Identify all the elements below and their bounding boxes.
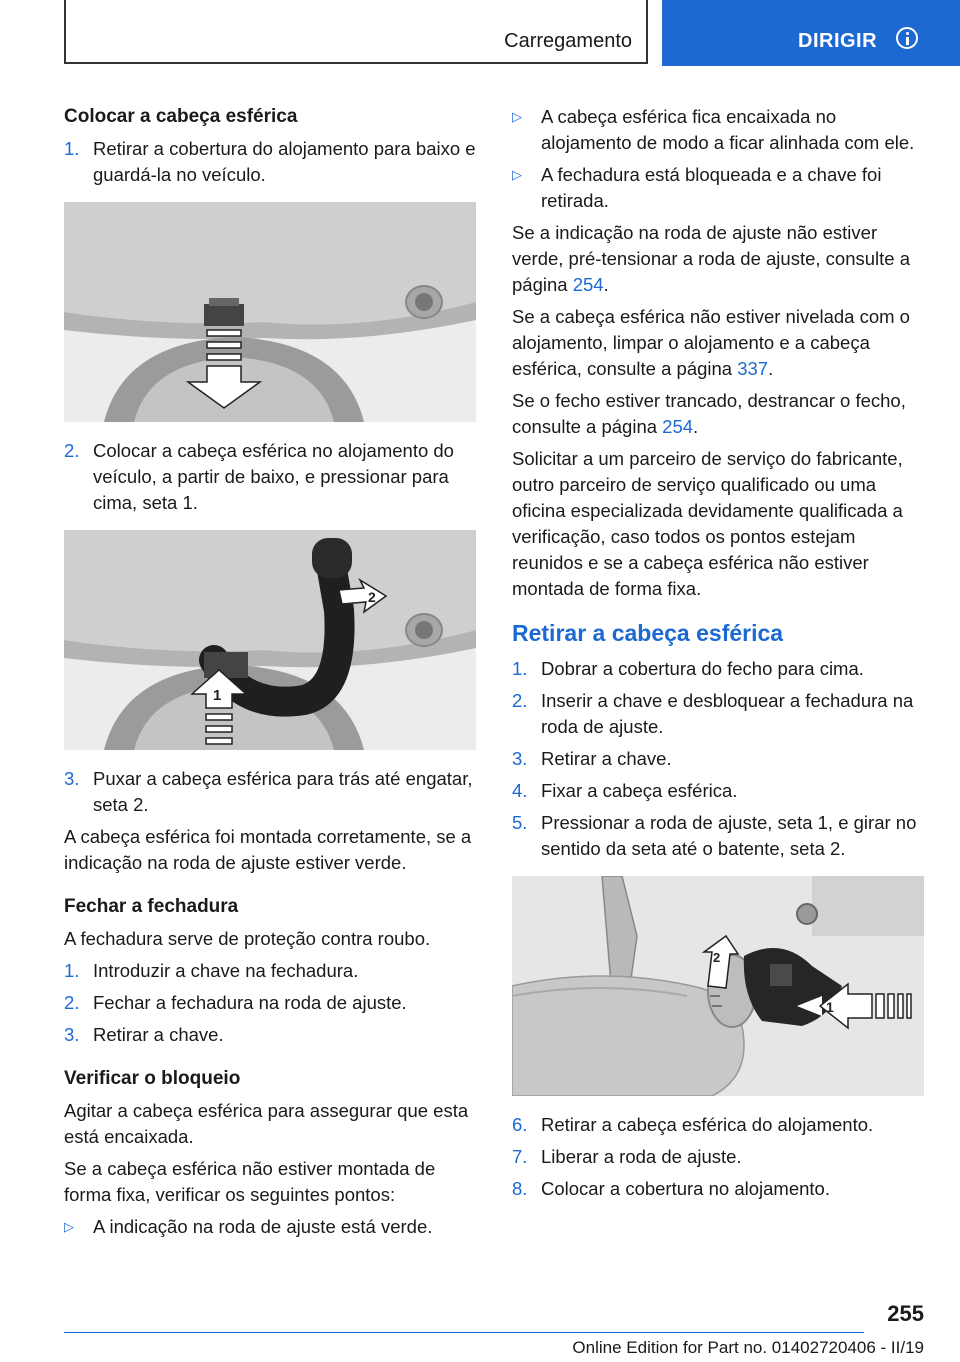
section-title: Carregamento [504,30,632,52]
step-text: Retirar a chave. [93,1024,224,1045]
step-number: 4. [512,780,528,801]
right-column [512,104,924,1208]
bullet-text: A fechadura está bloqueada e a chave foi retirada. [541,164,882,211]
step-number: 3. [64,1024,80,1045]
page-link[interactable]: 254 [572,274,604,295]
page-link[interactable]: 337 [737,358,769,379]
paragraph-check: Se a cabeça esférica não estiver montada de forma fixa, verificar os seguintes pontos: [64,1158,436,1205]
arrow-label-1: 1 [213,687,222,704]
step-number: 2. [64,440,80,461]
paragraph-unlock: Se o fecho estiver trancado, destrancar o fecho, consulte a página 254. [512,390,906,437]
bullet-item [64,1214,476,1240]
step [64,438,476,516]
left-column [64,104,476,1246]
step [512,1112,924,1138]
figure-insert-ball-head [64,530,476,750]
step [64,1022,476,1048]
bullet-text: A cabeça esférica fica encaixada no alojamento de modo a ficar alinhada com ele. [541,106,915,153]
step-text: Fechar a fechadura na roda de ajuste. [93,992,407,1013]
paragraph-pretension: Se a indicação na roda de ajuste não estiver verde, pré-tensionar a roda de ajuste, consulte a página 254. [512,222,910,295]
step-text: Dobrar a cobertura do fecho para cima. [541,658,864,679]
step-text: Colocar a cabeça esférica no alojamento do veículo, a partir de baixo, e pressionar para cima, seta 1. [93,440,454,513]
step-number: 2. [512,690,528,711]
step [512,656,924,682]
step [64,958,476,984]
step-number: 1. [64,960,80,981]
paragraph-service: Solicitar a um parceiro de serviço do fabricante, outro parceiro de serviço qualificado ou uma oficina especializada devidamente qualificada a verificação, caso todos os pontos estejam reunidos e se a cabeça esférica não estiver montada de forma fixa. [512,448,903,599]
heading-remove-ball: Retirar a cabeça esférica [512,620,784,646]
step-number: 7. [512,1146,528,1167]
step-text: Puxar a cabeça esférica para trás até engatar, seta 2. [93,768,473,815]
heading-check-lock: Verificar o bloqueio [64,1068,241,1089]
footer-divider [64,1332,864,1333]
step-number: 2. [64,992,80,1013]
triangle-bullet-icon: ▷ [64,1219,74,1234]
step [512,688,924,740]
paragraph-clean: Se a cabeça esférica não estiver nivelada com o alojamento, limpar o alojamento e a cabeça esférica, consulte a página 337. [512,306,910,379]
chapter-title: DIRIGIR [798,30,878,52]
bullet-item [512,104,924,156]
figure-remove-cover [64,202,476,422]
step [512,810,924,862]
step [64,136,476,188]
step-text: Retirar a cobertura do alojamento para baixo e guardá-la no veículo. [93,138,476,185]
step-number: 1. [512,658,528,679]
step-text: Liberar a roda de ajuste. [541,1146,742,1167]
step-text: Retirar a cabeça esférica do alojamento. [541,1114,874,1135]
step-text: Retirar a chave. [541,748,672,769]
arrow-label-2: 2 [368,589,376,605]
step-number: 6. [512,1114,528,1135]
paragraph-mounted: A cabeça esférica foi montada corretamente, se a indicação na roda de ajuste estiver verde. [64,826,472,873]
step-text: Introduzir a chave na fechadura. [93,960,359,981]
step [512,1144,924,1170]
info-icon[interactable] [896,27,918,49]
step-text: Pressionar a roda de ajuste, seta 1, e girar no sentido da seta até o batente, seta 2. [541,812,917,859]
figure-adjusting-wheel [512,876,924,1096]
footer-edition: Online Edition for Part no. 01402720406 - II/19 [572,1338,924,1357]
arrow-label-2: 2 [713,950,721,965]
step [64,990,476,1016]
step [512,1176,924,1202]
step-text: Fixar a cabeça esférica. [541,780,738,801]
step [64,766,476,818]
step [512,746,924,772]
step-number: 3. [64,768,80,789]
paragraph-shake: Agitar a cabeça esférica para assegurar que esta está encaixada. [64,1100,469,1147]
page-link[interactable]: 254 [662,416,694,437]
step [512,778,924,804]
step-number: 8. [512,1178,528,1199]
heading-attach-ball: Colocar a cabeça esférica [64,106,298,127]
heading-close-lock: Fechar a fechadura [64,896,239,917]
step-number: 1. [64,138,80,159]
step-text: Inserir a chave e desbloquear a fechadura na roda de ajuste. [541,690,914,737]
header-section-box [64,0,648,64]
bullet-text: A indicação na roda de ajuste está verde. [93,1216,433,1237]
paragraph-lock: A fechadura serve de proteção contra roubo. [64,928,431,949]
bullet-item [512,162,924,214]
arrow-label-1: 1 [826,999,834,1015]
triangle-bullet-icon: ▷ [512,109,522,124]
step-number: 3. [512,748,528,769]
chapter-tab[interactable] [662,0,960,66]
step-text: Colocar a cobertura no alojamento. [541,1178,830,1199]
triangle-bullet-icon: ▷ [512,167,522,182]
page-number: 255 [887,1301,924,1326]
step-number: 5. [512,812,528,833]
